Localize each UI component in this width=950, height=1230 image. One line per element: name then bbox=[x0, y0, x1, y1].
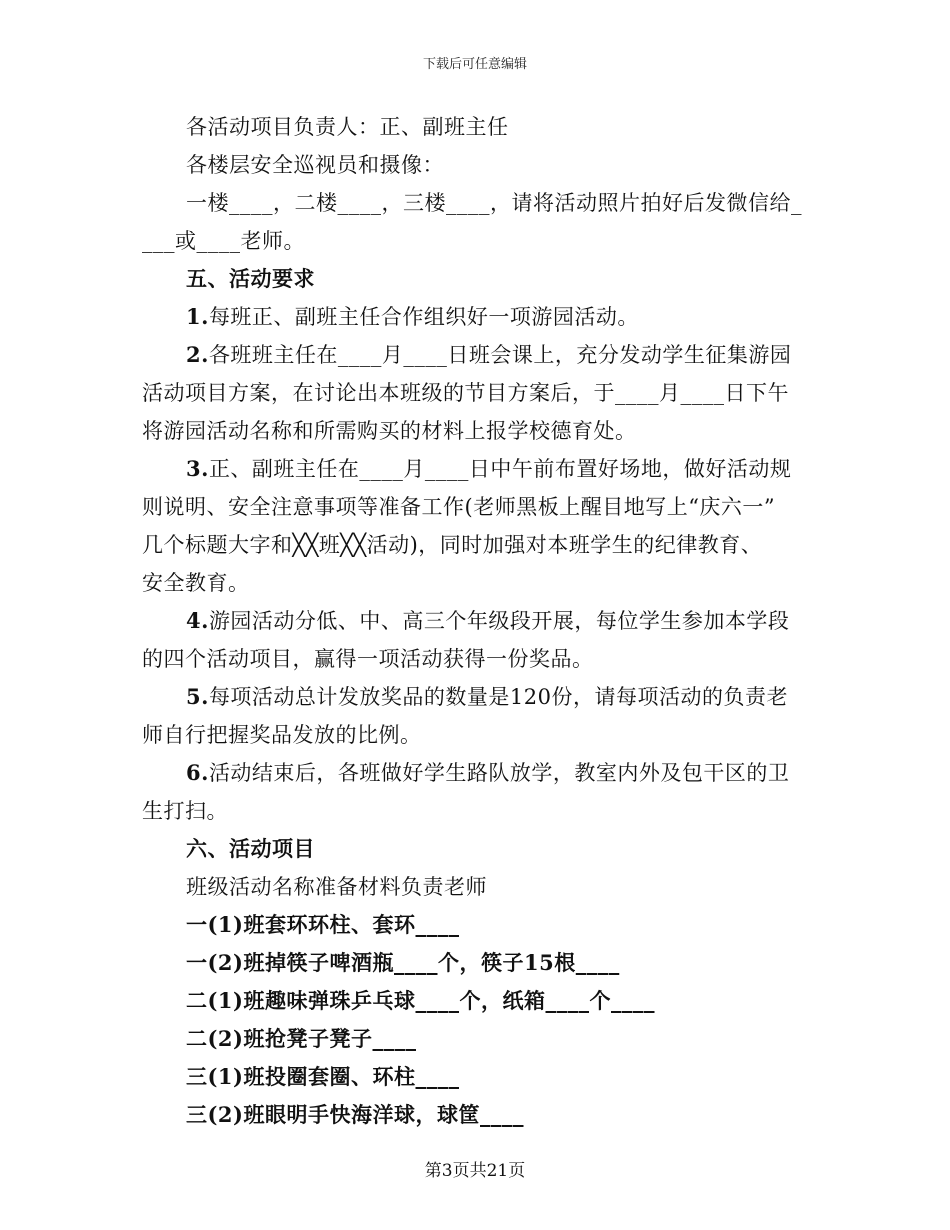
requirement-4-line-2: 的四个活动项目，赢得一项活动获得一份奖品。 bbox=[142, 647, 594, 671]
requirement-2-line-3: 将游园活动名称和所需购买的材料上报学校德育处。 bbox=[142, 419, 637, 443]
section-heading-requirements: 五、活动要求 bbox=[186, 266, 315, 291]
requirement-number: 2. bbox=[186, 342, 209, 367]
requirement-number: 6. bbox=[186, 760, 209, 785]
requirement-6 bbox=[142, 754, 814, 792]
requirement-text: 活动结束后，各班做好学生路队放学，教室内外及包干区的卫 bbox=[208, 761, 790, 785]
requirement-1 bbox=[142, 298, 814, 336]
requirement-2-line-2: 活动项目方案，在讨论出本班级的节目方案后，于____月____日下午 bbox=[142, 381, 789, 405]
activity-item: 二(2)班抢凳子凳子____ bbox=[186, 1026, 417, 1051]
requirement-number: 4. bbox=[186, 608, 209, 633]
requirement-5-line-2: 师自行把握奖品发放的比例。 bbox=[142, 723, 422, 747]
requirement-text: 每项活动总计发放奖品的数量是120份，请每项活动的负责老 bbox=[208, 685, 789, 709]
requirement-5 bbox=[142, 678, 814, 716]
requirement-text: 每班正、副班主任合作组织好一项游园活动。 bbox=[208, 305, 639, 329]
activity-item: 一(2)班掉筷子啤酒瓶____个，筷子15根____ bbox=[186, 950, 620, 975]
activity-item: 三(1)班投圈套圈、环柱____ bbox=[186, 1064, 460, 1089]
requirement-3-line-2: 则说明、安全注意事项等准备工作(老师黑板上醒目地写上“庆六一” bbox=[142, 495, 776, 519]
requirement-6-line-2: 生打扫。 bbox=[142, 799, 228, 823]
activity-table-header: 班级活动名称准备材料负责老师 bbox=[186, 875, 487, 899]
requirement-2 bbox=[142, 336, 814, 374]
requirement-text: 游园活动分低、中、高三个年级段开展，每位学生参加本学段 bbox=[208, 609, 790, 633]
requirement-number: 5. bbox=[186, 684, 209, 709]
requirement-number: 3. bbox=[186, 456, 209, 481]
page-footer: 第3页共21页 bbox=[424, 1161, 526, 1181]
requirement-4 bbox=[142, 602, 814, 640]
activity-item: 三(2)班眼明手快海洋球，球筐____ bbox=[186, 1102, 524, 1127]
activity-item: 二(1)班趣味弹珠乒乓球____个，纸箱____个____ bbox=[186, 988, 655, 1013]
activity-item: 一(1)班套环环柱、套环____ bbox=[186, 912, 460, 937]
page-header: 下载后可任意编辑 bbox=[422, 57, 527, 72]
requirement-text: 各班班主任在____月____日班会课上，充分发动学生征集游园 bbox=[208, 343, 792, 367]
requirement-text: 正、副班主任在____月____日中午前布置好场地，做好活动规 bbox=[208, 457, 792, 481]
requirement-3 bbox=[142, 450, 814, 488]
requirement-3-line-4: 安全教育。 bbox=[142, 571, 250, 595]
paragraph-responsible: 各活动项目负责人：正、副班主任 bbox=[186, 115, 509, 139]
paragraph-floors: 一楼____，二楼____，三楼____，请将活动照片拍好后发微信给_ bbox=[186, 191, 802, 215]
paragraph-patrol: 各楼层安全巡视员和摄像： bbox=[186, 153, 444, 177]
paragraph-floors-cont: ___或____老师。 bbox=[142, 229, 305, 253]
requirement-3-line-3: 几个标题大字和╳╳班╳╳活动)，同时加强对本班学生的纪律教育、 bbox=[142, 533, 763, 557]
requirement-number: 1. bbox=[186, 304, 209, 329]
section-heading-activities: 六、活动项目 bbox=[186, 836, 315, 861]
document-body bbox=[142, 108, 814, 1134]
